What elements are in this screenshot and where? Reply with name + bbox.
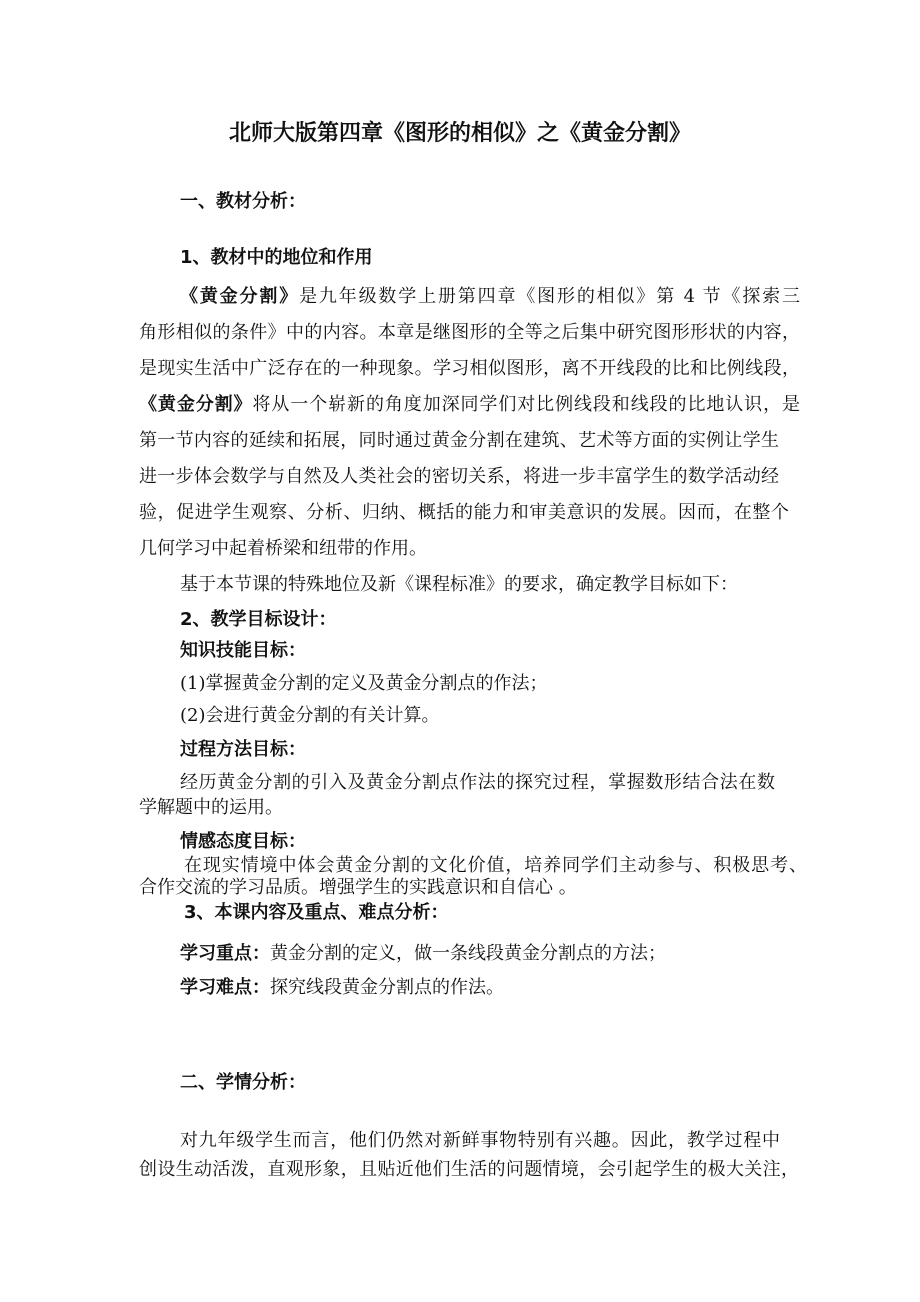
document-title: 北师大版第四章《图形的相似》之《黄金分割》: [228, 121, 691, 146]
paragraph-line: 角形相似的条件》中的内容。本章是继图形的全等之后集中研究图形形状的内容，: [139, 322, 800, 343]
paragraph-line: 合作交流的学习品质。增强学生的实践意识和自信心 。: [139, 877, 577, 898]
text: 探究线段黄金分割点的作法。: [270, 977, 504, 998]
paragraph-line: 经历黄金分割的引入及黄金分割点作法的探究过程，掌握数形结合法在数: [180, 772, 775, 793]
list-item: (2)会进行黄金分割的有关计算。: [180, 705, 440, 726]
emotion-goals-heading: 情感态度目标：: [180, 831, 306, 852]
section-heading-textbook-analysis: 一、教材分析：: [180, 191, 306, 212]
paragraph-line: [139, 394, 800, 416]
paragraph-line: 创设生动活泼，直观形象，且贴近他们生活的问题情境，会引起学生的极大关注，: [139, 1159, 799, 1180]
paragraph-line: 是现实生活中广泛存在的一种现象。学习相似图形，离不开线段的比和比例线段，: [139, 358, 800, 379]
text: 是九年级数学上册第四章《图形的相似》第 4 节《探索三: [299, 286, 800, 307]
knowledge-goals-heading: 知识技能目标：: [180, 640, 306, 661]
label: 学习重点：: [180, 943, 270, 964]
paragraph-line: 验，促进学生观察、分析、归纳、概括的能力和审美意识的发展。因而，在整个: [139, 502, 789, 523]
paragraph-line: 对九年级学生而言，他们仍然对新鲜事物特别有兴趣。因此，教学过程中: [180, 1130, 780, 1151]
subheading-position-role: 1、教材中的地位和作用: [180, 247, 373, 268]
paragraph-line: 第一节内容的延续和拓展，同时通过黄金分割在建筑、艺术等方面的实例让学生: [139, 430, 779, 451]
subheading-teaching-goals: 2、教学目标设计：: [180, 609, 337, 630]
bold-book-title: 《黄金分割》: [180, 286, 300, 307]
text: 将从一个崭新的角度加深同学们对比例线段和线段的比地认识，是: [252, 394, 801, 415]
key-point-line: [180, 943, 666, 965]
paragraph-line: 在现实情境中体会黄金分割的文化价值，培养同学们主动参与、积极思考、: [184, 855, 807, 876]
text: 黄金分割的定义，做一条线段黄金分割点的方法；: [270, 943, 666, 964]
section-heading-student-analysis: 二、学情分析：: [180, 1072, 306, 1093]
paragraph-line: 基于本节课的特殊地位及新《课程标准》的要求，确定教学目标如下：: [180, 574, 738, 595]
paragraph-line: 学解题中的运用。: [139, 797, 283, 818]
difficulty-line: [180, 977, 504, 999]
process-goals-heading: 过程方法目标：: [180, 739, 306, 760]
label: 学习难点：: [180, 977, 270, 998]
bold-book-title: 《黄金分割》: [139, 394, 253, 415]
subheading-key-points: 3、本课内容及重点、难点分析：: [184, 902, 449, 923]
list-item: (1)掌握黄金分割的定义及黄金分割点的作法；: [180, 673, 548, 694]
paragraph-line: [180, 286, 800, 308]
paragraph-line: 进一步体会数学与自然及人类社会的密切关系，将进一步丰富学生的数学活动经: [139, 466, 779, 487]
paragraph-line: 几何学习中起着桥梁和纽带的作用。: [139, 538, 427, 559]
